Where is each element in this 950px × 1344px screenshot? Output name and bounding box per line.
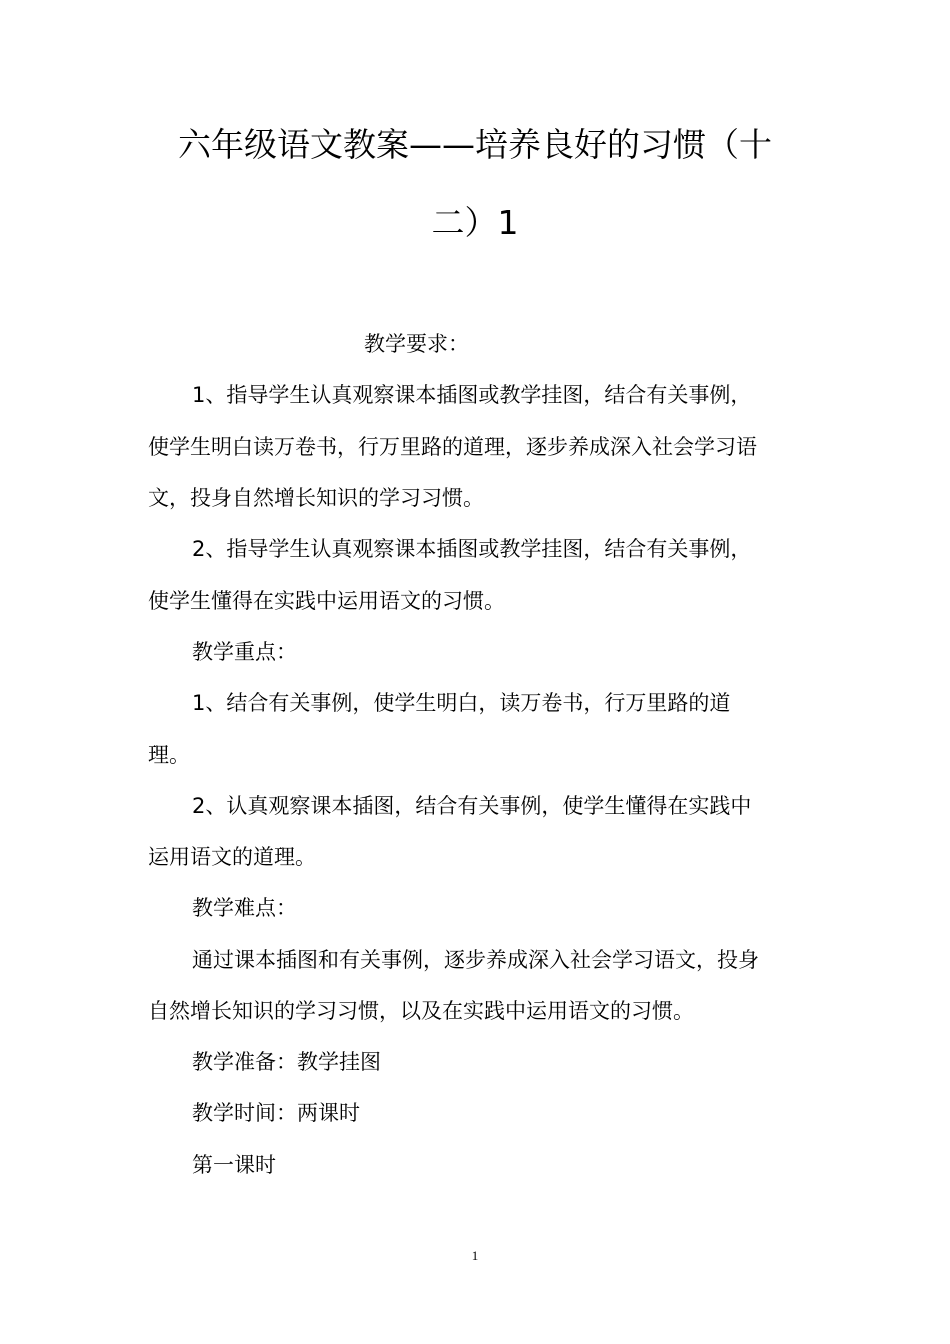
text-line: 使学生明白读万卷书，行万里路的道理，逐步养成深入社会学习语 <box>148 435 757 459</box>
text-line: 理。 <box>148 743 190 767</box>
text-line: 运用语文的道理。 <box>148 845 316 869</box>
text-line: 1、结合有关事例，使学生明白，读万卷书，行万里路的道 <box>192 691 731 715</box>
text-line: 教学时间：两课时 <box>192 1101 360 1125</box>
document-title-line-2: 二）1 <box>431 203 519 242</box>
text-line: 2、指导学生认真观察课本插图或教学挂图，结合有关事例， <box>192 537 752 561</box>
text-line: 1、指导学生认真观察课本插图或教学挂图，结合有关事例， <box>192 383 752 407</box>
text-line: 使学生懂得在实践中运用语文的习惯。 <box>148 589 505 613</box>
text-line: 教学准备：教学挂图 <box>192 1050 381 1074</box>
text-line: 通过课本插图和有关事例，逐步养成深入社会学习语文，投身 <box>192 948 759 972</box>
text-line: 自然增长知识的学习习惯，以及在实践中运用语文的习惯。 <box>148 999 694 1023</box>
section-heading-first-lesson: 第一课时 <box>192 1153 276 1177</box>
document-title-line-1: 六年级语文教案——培养良好的习惯（十 <box>178 125 772 164</box>
text-line: 文，投身自然增长知识的学习习惯。 <box>148 486 484 510</box>
section-heading-key-points: 教学重点： <box>192 640 297 664</box>
section-heading-requirements: 教学要求： <box>364 332 469 356</box>
page-number: 1 <box>471 1248 479 1263</box>
text-line: 2、认真观察课本插图，结合有关事例，使学生懂得在实践中 <box>192 794 752 818</box>
section-heading-difficulties: 教学难点： <box>192 896 297 920</box>
